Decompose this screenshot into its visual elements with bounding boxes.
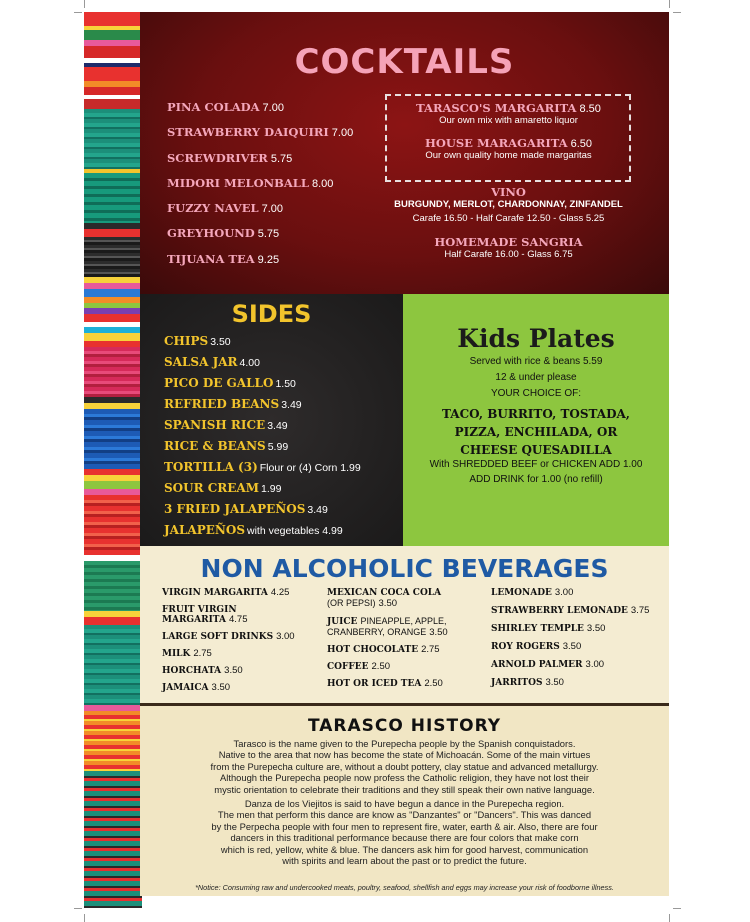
side-item [164, 439, 361, 460]
cocktail-item [167, 201, 353, 226]
item-price: 1.50 [275, 378, 296, 390]
cocktail-item [167, 226, 353, 251]
beverage-item [491, 588, 649, 598]
history-line: Tarasco is the name given to the Purepecha people by the Spanish conquistadors. [233, 738, 576, 749]
beverage-item [327, 645, 448, 655]
serape-blanket-border [84, 12, 142, 908]
beverage-item [162, 632, 295, 642]
side-item [164, 502, 361, 523]
item-price: 1.99 [261, 483, 282, 495]
item-name: STRAWBERRY DAIQUIRI [167, 125, 329, 140]
item-name: PICO DE GALLO [164, 376, 274, 390]
history-line: dancers in this traditional performance because there are four colors that make corn [230, 832, 579, 844]
item-description: CRANBERRY, ORANGE [327, 627, 427, 637]
item-price: 5.75 [257, 228, 280, 241]
cocktail-item [167, 100, 353, 125]
cocktails-section [140, 12, 669, 294]
kids-choice-line: TACO, BURRITO, TOSTADA, [442, 407, 630, 421]
beverage-item [491, 606, 649, 616]
item-name: HOUSE MARAGARITA [424, 136, 568, 150]
item-name: MILK [162, 649, 191, 659]
item-price: 3.50 [211, 682, 231, 693]
item-name-cont: MARGARITA [162, 615, 226, 625]
kids-served-with: Served with rice & beans 5.59 [469, 356, 603, 367]
item-name: HOT OR ICED TEA [327, 679, 422, 689]
item-name: 3 FRIED JALAPEÑOS [164, 502, 306, 516]
kids-choice-line: PIZZA, ENCHILADA, OR [454, 425, 618, 439]
side-item [164, 334, 361, 355]
sides-list [164, 334, 361, 544]
item-price: 2.50 [371, 661, 391, 672]
item-name: LEMONADE [491, 588, 552, 598]
item-price: 2.50 [424, 678, 443, 689]
history-line: Danza de los Viejitos is said to have begun a dance in the Purepecha region. [244, 798, 565, 810]
kids-addon-meat: With SHREDDED BEEF or CHICKEN ADD 1.00 [429, 459, 643, 470]
item-price: 3.49 [281, 399, 302, 411]
crop-mark [74, 908, 82, 909]
history-line: by the Perpecha people with four men to represent fire, water, earth & air. Also, there are four [211, 820, 598, 832]
side-item [164, 418, 361, 439]
featured-margarita [376, 101, 641, 126]
item-price: 2.75 [193, 648, 212, 659]
item-price: 3.50 [210, 336, 231, 348]
crop-mark [673, 908, 681, 909]
sides-title: SIDES [231, 300, 312, 328]
history-paragraph-2 [140, 798, 669, 866]
crop-mark [669, 0, 670, 8]
item-price: with vegetables 4.99 [247, 525, 343, 537]
item-name: FRUIT VIRGIN [162, 605, 237, 615]
item-name: TIJUANA TEA [167, 251, 255, 266]
item-name: HOT CHOCOLATE [327, 645, 419, 655]
beverage-item [162, 605, 295, 625]
item-name: ARNOLD PALMER [491, 660, 583, 670]
kids-choice-label: YOUR CHOICE OF: [490, 388, 581, 399]
crop-mark [84, 914, 85, 922]
side-item [164, 460, 361, 481]
item-name: LARGE SOFT DRINKS [162, 632, 274, 642]
item-price: 4.75 [228, 614, 248, 625]
vino-prices: Carafe 16.50 - Half Carafe 12.50 - Glass 5.25 [412, 213, 605, 224]
cocktails-title: COCKTAILS [294, 42, 515, 82]
item-name: SCREWDRIVER [167, 150, 268, 165]
beverage-item [162, 588, 295, 598]
crop-mark [669, 914, 670, 922]
item-name: VIRGIN MARGARITA [162, 588, 268, 598]
item-description: Our own quality home made margaritas [425, 150, 592, 161]
item-price: 3.49 [267, 420, 288, 432]
history-line: with spirits and learn about the past or to predict the future. [282, 855, 527, 867]
item-name: CHIPS [164, 334, 209, 348]
history-line: mystic orientation to celebrate their traditions and they still speak their own native language. [214, 783, 595, 795]
side-item [164, 355, 361, 376]
cocktail-item [167, 252, 353, 277]
history-line: Although the Purepecha people now profess the Catholic religion, they have not lost their [220, 772, 589, 784]
item-price: 7.00 [262, 102, 284, 114]
history-line: Native to the area that now has become the state of Michoacán. Some of the main virtues [218, 749, 591, 761]
side-item [164, 481, 361, 502]
beverage-item [162, 683, 295, 693]
item-name: MEXICAN COCA COLA [327, 588, 442, 598]
beverage-item [162, 649, 295, 659]
side-item [164, 523, 361, 544]
crop-mark [673, 12, 681, 13]
sangria-block [376, 235, 641, 260]
history-line: which is red, yellow, white & blue. The dancers ask him for good harvest, communication [220, 843, 589, 855]
beverage-item [491, 642, 649, 652]
beverage-item [491, 678, 649, 688]
item-name: GREYHOUND [167, 226, 255, 241]
item-price: 3.50 [224, 665, 243, 676]
kids-choice-line: CHEESE QUESADILLA [460, 443, 612, 457]
beverage-item [327, 679, 448, 689]
item-price: 3.00 [585, 659, 605, 670]
item-name: JALAPEÑOS [164, 523, 245, 537]
item-price: 3.50 [378, 598, 398, 609]
item-name-cont: (OR PEPSI) [327, 598, 376, 608]
cocktails-list [167, 100, 353, 277]
item-name: REFRIED BEANS [164, 397, 280, 411]
beverages-column-3 [491, 588, 649, 696]
beverages-title: NON ALCOHOLIC BEVERAGES [200, 554, 609, 583]
beverage-item [327, 588, 448, 609]
item-price: 8.00 [311, 177, 334, 190]
beverage-item [491, 624, 649, 634]
beverage-item [327, 662, 448, 672]
vino-title: VINO [491, 185, 526, 199]
item-price: 3.00 [554, 587, 574, 598]
vino-block [376, 185, 641, 224]
item-name: SPANISH RICE [164, 418, 266, 432]
item-name: TARASCO'S MARGARITA [416, 101, 577, 115]
item-name: TORTILLA (3) [164, 460, 258, 474]
item-name: PINA COLADA [167, 100, 260, 114]
history-title: TARASCO HISTORY [307, 716, 502, 736]
history-section [140, 703, 669, 896]
vino-varieties: BURGUNDY, MERLOT, CHARDONNAY, ZINFANDEL [394, 199, 623, 210]
item-name: COFFEE [327, 662, 369, 672]
kids-addon-drink: ADD DRINK for 1.00 (no refill) [469, 474, 603, 485]
item-name: FUZZY NAVEL [167, 201, 259, 216]
history-line: The men that perform this dance are know as "Danzantes" or "Dancers". This was danced [217, 809, 592, 821]
cocktail-item [167, 176, 353, 201]
item-price: 4.25 [270, 587, 290, 598]
item-price: 3.50 [545, 677, 564, 688]
item-price: 3.75 [630, 605, 650, 616]
item-price: 3.49 [307, 504, 328, 516]
item-price: 7.00 [261, 203, 283, 216]
item-price: 5.99 [267, 441, 289, 453]
beverages-column-2 [327, 588, 448, 696]
item-price: 6.50 [570, 138, 593, 150]
item-name: JUICE [327, 617, 358, 627]
item-price: Flour or (4) Corn 1.99 [259, 462, 361, 474]
item-price: 7.00 [331, 127, 354, 140]
item-description: PINEAPPLE, APPLE, [360, 616, 447, 626]
item-price: 9.25 [257, 253, 280, 266]
cocktail-item [167, 151, 353, 176]
crop-mark [74, 12, 82, 13]
item-name: SHIRLEY TEMPLE [491, 624, 584, 634]
item-price: 2.75 [421, 644, 440, 655]
item-name: SALSA JAR [164, 355, 238, 369]
item-price: 3.50 [429, 627, 448, 638]
item-price: 3.50 [586, 623, 606, 634]
item-name: HORCHATA [162, 666, 222, 676]
kids-age-note: 12 & under please [495, 372, 577, 383]
side-item [164, 376, 361, 397]
crop-mark [84, 0, 85, 8]
side-item [164, 397, 361, 418]
food-safety-notice: *Notice: Consuming raw and undercooked meats, poultry, seafood, shellfish and eggs may increase your risk of foodborne illness. [195, 883, 614, 892]
sangria-prices: Half Carafe 16.00 - Glass 6.75 [444, 249, 573, 260]
sangria-title: HOMEMADE SANGRIA [434, 235, 583, 249]
history-line: from the Purepecha culture are, without a doubt pottery, clay statue and advanced metallurgy. [210, 760, 599, 772]
sides-section [140, 294, 403, 546]
beverage-item [162, 666, 295, 676]
item-name: STRAWBERRY LEMONADE [491, 606, 628, 616]
beverage-item [491, 660, 649, 670]
item-price: 5.75 [270, 152, 293, 165]
item-price: 3.50 [562, 641, 582, 652]
item-price: 4.00 [239, 357, 260, 369]
kids-title: Kids Plates [457, 324, 615, 353]
item-price: 3.00 [276, 631, 295, 642]
beverages-section [140, 546, 669, 703]
item-name: SOUR CREAM [164, 481, 259, 495]
item-name: JAMAICA [162, 683, 209, 693]
item-name: ROY ROGERS [491, 642, 560, 652]
item-name: MIDORI MELONBALL [167, 175, 309, 190]
beverage-item [327, 616, 448, 638]
history-paragraph-1 [140, 738, 669, 795]
item-name: RICE & BEANS [164, 439, 266, 453]
kids-plates-section [403, 294, 669, 546]
featured-margarita [376, 136, 641, 161]
beverages-column-1 [162, 588, 295, 700]
cocktail-item [167, 125, 353, 150]
item-price: 8.50 [579, 103, 601, 115]
item-name: JARRITOS [491, 678, 543, 688]
item-description: Our own mix with amaretto liquor [439, 115, 578, 126]
